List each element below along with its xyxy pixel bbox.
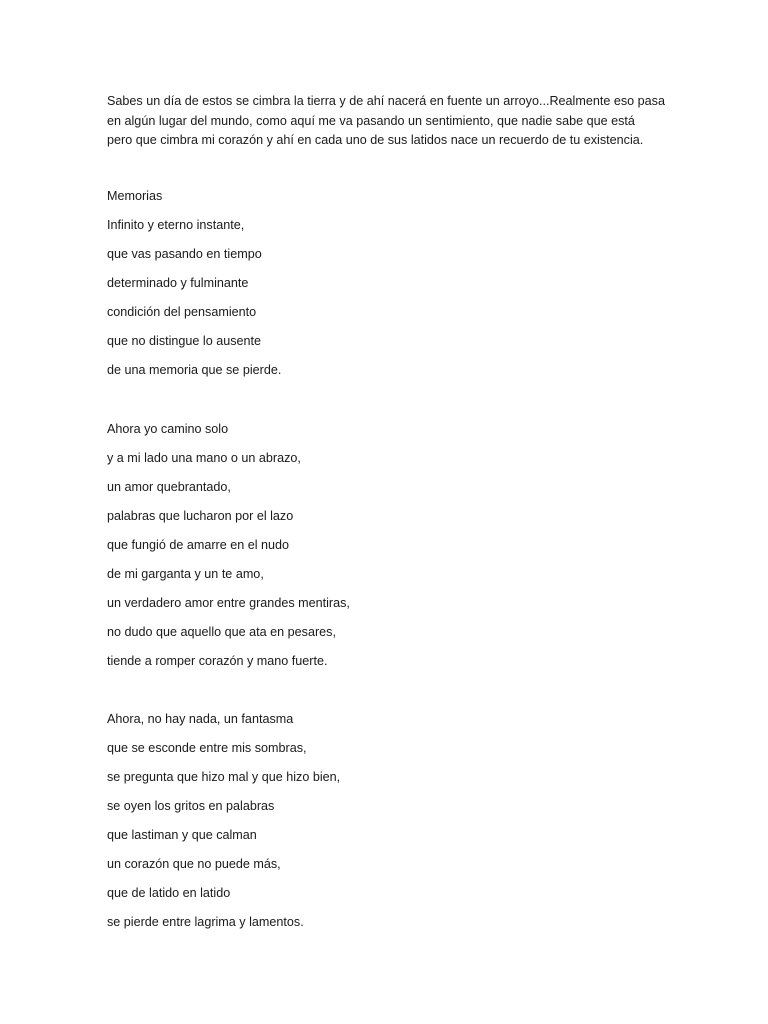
poem-line: se pregunta que hizo mal y que hizo bien, [107,770,341,784]
poem-line: un corazón que no puede más, [107,857,281,871]
poem-title: Memorias [107,189,163,203]
poem-line: determinado y fulminante [107,276,249,290]
poem-line: un amor quebrantado, [107,480,231,494]
poem-line: se pierde entre lagrima y lamentos. [107,915,304,929]
poem-line: se oyen los gritos en palabras [107,799,275,813]
poem-line: que no distingue lo ausente [107,334,262,348]
poem-line: un verdadero amor entre grandes mentiras, [107,596,350,610]
poem-line: que de latido en latido [107,886,231,900]
poem-line: y a mi lado una mano o un abrazo, [107,451,301,465]
poem-line: de una memoria que se pierde. [107,363,282,377]
poem-line: que se esconde entre mis sombras, [107,741,307,755]
poem-line: Infinito y eterno instante, [107,218,245,232]
intro-line: en algún lugar del mundo, como aquí me va pasando un sentimiento, que nadie sabe que está [107,113,635,128]
poem-line: de mi garganta y un te amo, [107,567,264,581]
poem-line: Ahora, no hay nada, un fantasma [107,712,294,726]
poem-line: no dudo que aquello que ata en pesares, [107,625,336,639]
poem-line: que lastiman y que calman [107,828,257,842]
poem-line: Ahora yo camino solo [107,422,229,436]
intro-line: Sabes un día de estos se cimbra la tierra y de ahí nacerá en fuente un arroyo...Realmente eso pasa [107,94,665,108]
poem-line: que vas pasando en tiempo [107,247,262,261]
intro-paragraph [107,92,677,151]
poem-line: que fungió de amarre en el nudo [107,538,290,552]
poem-line: tiende a romper corazón y mano fuerte. [107,654,328,668]
poem-line: palabras que lucharon por el lazo [107,509,294,523]
poem-line: condición del pensamiento [107,305,257,319]
intro-line: pero que cimbra mi corazón y ahí en cada uno de sus latidos nace un recuerdo de tu existencia. [107,133,644,147]
